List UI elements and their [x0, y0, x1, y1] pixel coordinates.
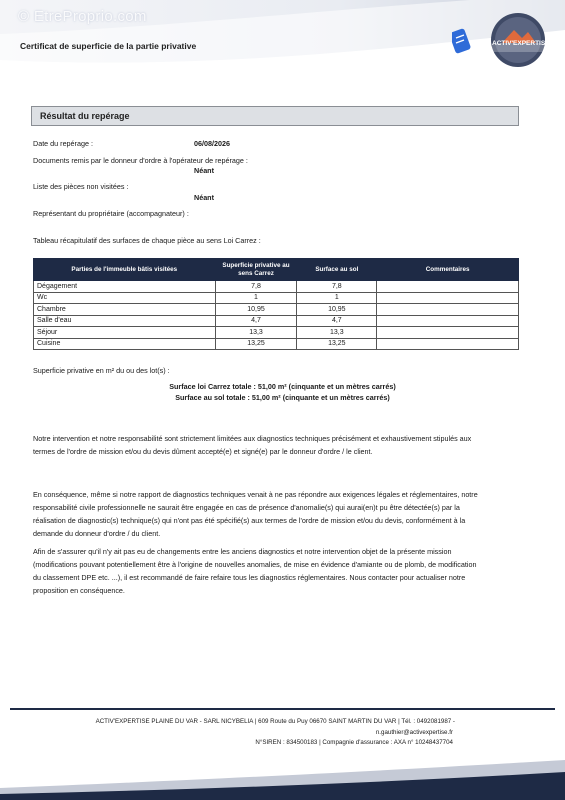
paragraph-line: Afin de s'assurer qu'il n'y ait pas eu de changements entre les anciens diagnostics et notre intervention objet de la présente mission — [33, 547, 452, 556]
document-title: Certificat de superficie de la partie privative — [20, 41, 197, 51]
table-caption: Tableau récapitulatif des surfaces de chaque pièce au sens Loi Carrez : — [33, 236, 261, 245]
header-parties: Parties de l'immeuble bâtis visitées — [34, 259, 216, 281]
cell-carrez: 10,95 — [215, 304, 297, 316]
footer-company-line: ACTIV'EXPERTISE PLAINE DU VAR - SARL NICYBELIA | 609 Route du Puy 06670 SAINT MARTIN DU VAR | Tél. : 0492081987 - — [95, 718, 455, 725]
section-title: Résultat du repérage — [40, 111, 130, 121]
cell-sol: 4,7 — [297, 315, 377, 327]
date-value: 06/08/2026 — [194, 139, 230, 148]
cell-piece: Salle d'eau — [34, 315, 216, 327]
cell-piece: Cuisine — [34, 338, 216, 350]
cell-commentaire — [377, 338, 519, 350]
cell-sol: 13,3 — [297, 327, 377, 339]
cell-commentaire — [377, 292, 519, 304]
paragraph-line: proposition en conséquence. — [33, 586, 125, 595]
footer-divider — [10, 708, 555, 710]
documents-value: Néant — [194, 166, 214, 175]
total-carrez: Surface loi Carrez totale : 51,00 m² (cinquante et un mètres carrés) — [169, 382, 396, 391]
date-label: Date du repérage : — [33, 139, 93, 148]
footer-email: n.gauthier@activexpertise.fr — [375, 729, 453, 736]
page-header — [0, 0, 565, 80]
cell-sol: 7,8 — [297, 281, 377, 293]
table-row — [34, 338, 519, 350]
paragraph-line: du classement DPE etc. ...), il est recommandé de faire refaire tous les diagnostics réglementaires. Nous contacter pour actualiser notre — [33, 573, 466, 582]
header-sol: Surface au sol — [297, 259, 377, 281]
cell-carrez: 4,7 — [215, 315, 297, 327]
footer-band — [0, 760, 565, 800]
representant-label: Représentant du propriétaire (accompagnateur) : — [33, 209, 189, 218]
cell-carrez: 13,3 — [215, 327, 297, 339]
paragraph-line: responsabilité civile professionnelle ne saurait être engagée en cas de présence d'anomalie(s) qui aurai(en)t pu être détectée(s) par la — [33, 503, 460, 512]
total-sol: Surface au sol totale : 51,00 m² (cinquante et un mètres carrés) — [175, 393, 390, 402]
totals-label: Superficie privative en m² du ou des lot(s) : — [33, 366, 170, 375]
paragraph-line: Notre intervention et notre responsabilité sont strictement limitées aux diagnostics techniques précisément et exhaustivement stipulés aux — [33, 434, 472, 443]
cell-commentaire — [377, 281, 519, 293]
paragraph-responsabilite — [33, 432, 533, 458]
pieces-label: Liste des pièces non visitées : — [33, 182, 129, 191]
watermark-text: © EtreProprio.com — [18, 8, 147, 25]
cell-carrez: 13,25 — [215, 338, 297, 350]
header-carrez: Superficie privative au sens Carrez — [215, 259, 297, 281]
paragraph-line: En conséquence, même si notre rapport de diagnostics techniques venait à ne pas répondre aux exigences légales et réglementaires, notre — [33, 490, 478, 499]
cell-piece: Dégagement — [34, 281, 216, 293]
paragraph-line: (modifications pouvant potentiellement être à l'origine de nouvelles anomalies, de mise en évidence d'amiante ou de plomb, de modification — [33, 560, 477, 569]
cell-commentaire — [377, 327, 519, 339]
section-header-box — [31, 106, 519, 126]
paragraph-consequence — [33, 488, 533, 540]
pieces-value: Néant — [194, 193, 214, 202]
cell-piece: Wc — [34, 292, 216, 304]
documents-label: Documents remis par le donneur d'ordre à l'opérateur de repérage : — [33, 156, 248, 165]
paragraph-changements — [33, 545, 533, 597]
logo-wordmark: ACTIV'EXPERTISE — [492, 40, 550, 47]
cell-sol: 1 — [297, 292, 377, 304]
cell-sol: 13,25 — [297, 338, 377, 350]
surface-table — [33, 258, 519, 350]
table-row — [34, 327, 519, 339]
cell-piece: Séjour — [34, 327, 216, 339]
paragraph-line: demande du donneur d'ordre / du client. — [33, 529, 161, 538]
cell-sol: 10,95 — [297, 304, 377, 316]
table-row — [34, 315, 519, 327]
footer-siren-line: N°SIREN : 834500183 | Compagnie d'assurance : AXA n° 10248437704 — [255, 739, 453, 746]
table-row — [34, 281, 519, 293]
table-header-row — [34, 259, 519, 281]
cell-piece: Chambre — [34, 304, 216, 316]
paragraph-line: réalisation de diagnostic(s) technique(s) qui n'ont pas été spécifié(s) aux termes de l'ordre de mission et/ou du devis, conformément à la — [33, 516, 466, 525]
cell-commentaire — [377, 304, 519, 316]
header-commentaires: Commentaires — [377, 259, 519, 281]
cell-carrez: 1 — [215, 292, 297, 304]
cell-carrez: 7,8 — [215, 281, 297, 293]
table-row — [34, 304, 519, 316]
cell-commentaire — [377, 315, 519, 327]
table-row — [34, 292, 519, 304]
paragraph-line: termes de l'ordre de mission et/ou du devis dûment accepté(e) et signé(e) par le donneur d'ordre / le client. — [33, 447, 373, 456]
